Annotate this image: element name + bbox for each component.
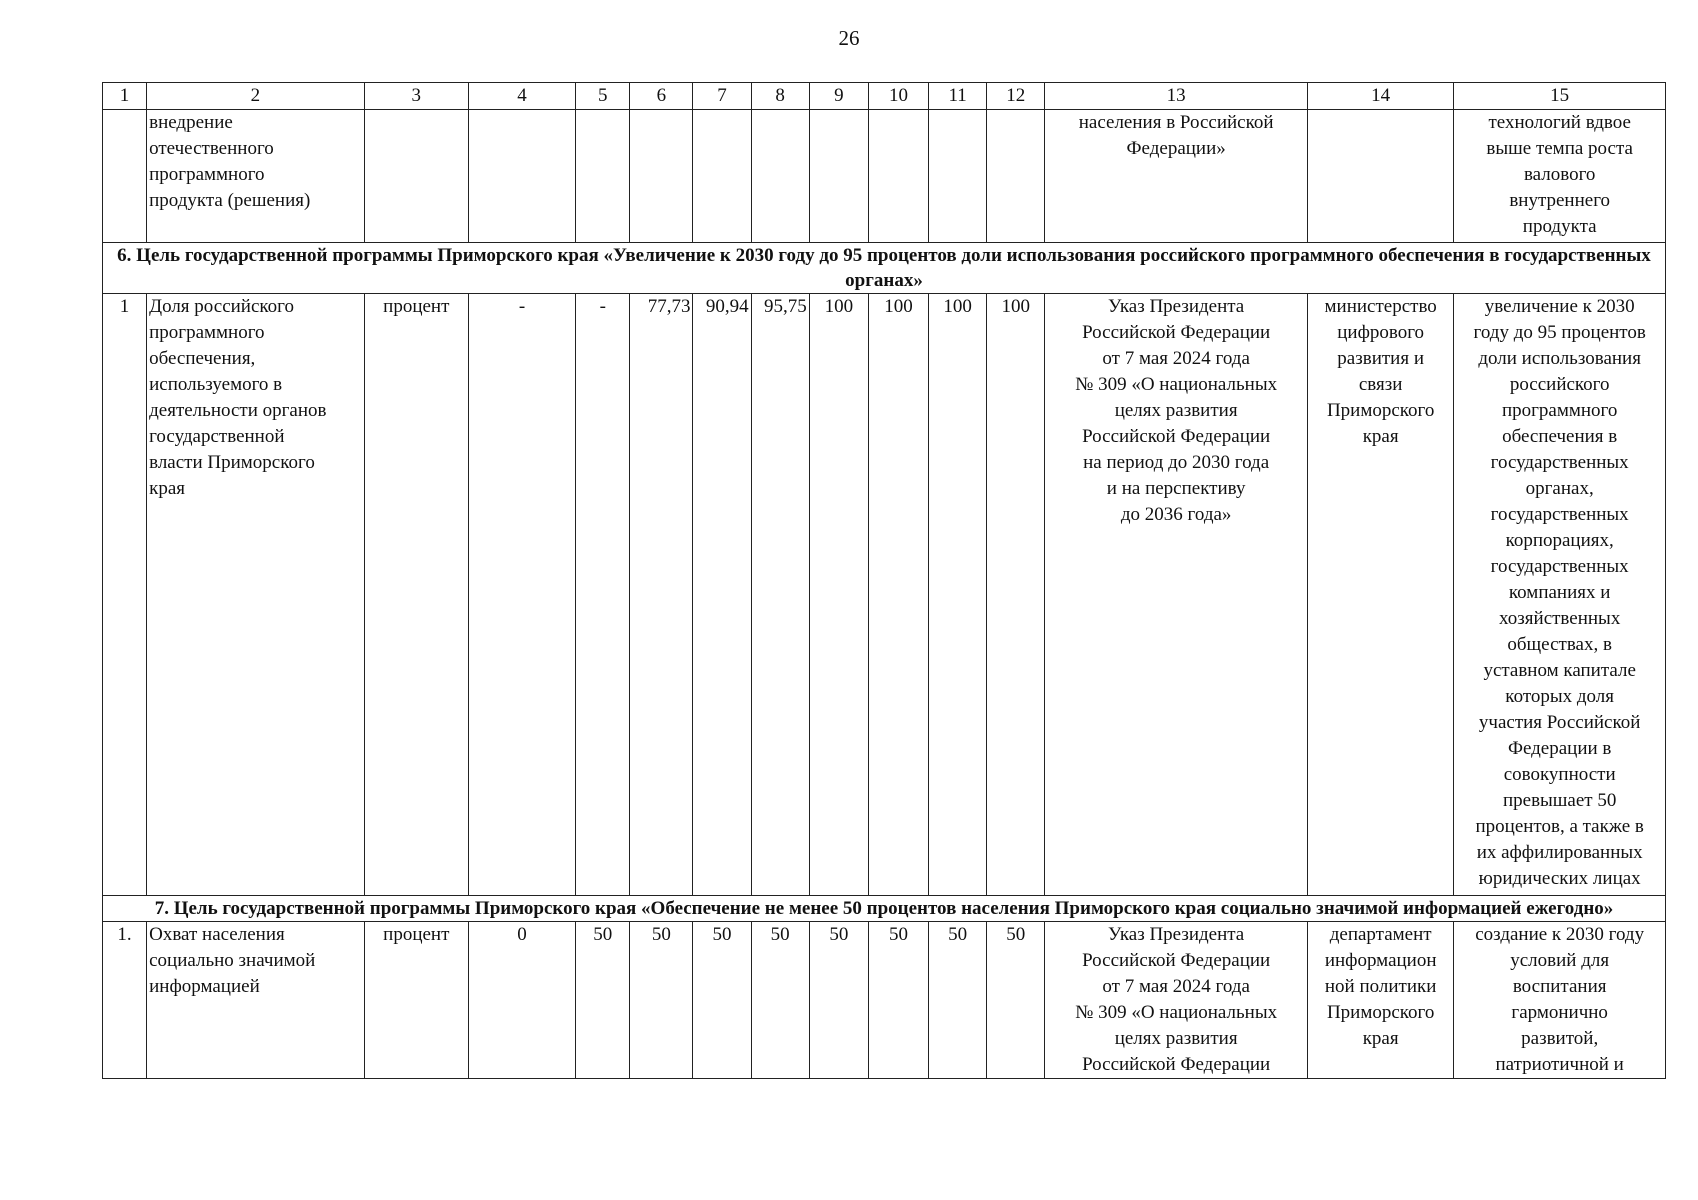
value-cell: 50 <box>987 922 1045 1079</box>
column-number: 15 <box>1454 83 1666 110</box>
value-cell: 95,75 <box>751 294 809 896</box>
column-number: 9 <box>809 83 868 110</box>
indicator-name: внедрение отечественного программного продукта (решения) <box>147 110 365 243</box>
value-cell: 50 <box>576 922 630 1079</box>
link-text: технологий вдвое выше темпа роста валового внутреннего продукта <box>1454 110 1666 243</box>
goal-6-indicator-row <box>103 294 1666 896</box>
goal-7-indicator-row <box>103 922 1666 1079</box>
column-number: 10 <box>868 83 928 110</box>
continuation-row <box>103 110 1666 243</box>
goal-7-title: 7. Цель государственной программы Приморского края «Обеспечение не менее 50 процентов населения Приморского края социально значимой информацией ежегодно» <box>103 896 1666 922</box>
row-number: 1. <box>103 922 147 1079</box>
column-number: 13 <box>1045 83 1308 110</box>
value-cell: - <box>468 294 575 896</box>
column-number: 1 <box>103 83 147 110</box>
column-number: 7 <box>693 83 751 110</box>
column-number: 2 <box>147 83 365 110</box>
column-number: 3 <box>364 83 468 110</box>
unit: процент <box>364 294 468 896</box>
value-cell: 50 <box>929 922 987 1079</box>
column-number: 6 <box>630 83 693 110</box>
column-number: 5 <box>576 83 630 110</box>
value-cell: - <box>576 294 630 896</box>
value-cell: 100 <box>809 294 868 896</box>
indicators-table <box>102 82 1666 1079</box>
value-cell: 77,73 <box>630 294 693 896</box>
basis-text: Указ Президента Российской Федерации от 7 мая 2024 года № 309 «О национальных целях развития Российской Федерации <box>1045 922 1308 1079</box>
goal-6-row <box>103 243 1666 294</box>
link-text: увеличение к 2030 году до 95 процентов доли использования российского программного обеспечения в государственных органах, государственных корпорациях, государственных компаниях и хозяйственных обществах, в уставном капитале которых доля участия Российской Федерации в совокупности превышает 50 процентов, а также в их аффилированных юридических лицах <box>1454 294 1666 896</box>
responsible-text: департамент информацион ной политики Приморского края <box>1307 922 1453 1079</box>
responsible-text: министерство цифрового развития и связи Приморского края <box>1307 294 1453 896</box>
value-cell: 50 <box>868 922 928 1079</box>
column-number-row <box>103 83 1666 110</box>
value-cell: 50 <box>630 922 693 1079</box>
column-number: 14 <box>1307 83 1453 110</box>
value-cell: 100 <box>987 294 1045 896</box>
unit: процент <box>364 922 468 1079</box>
indicator-name: Охват населения социально значимой информацией <box>147 922 365 1079</box>
link-text: создание к 2030 году условий для воспитания гармонично развитой, патриотичной и <box>1454 922 1666 1079</box>
row-number: 1 <box>103 294 147 896</box>
indicator-name: Доля российского программного обеспечения, используемого в деятельности органов государственной власти Приморского края <box>147 294 365 896</box>
value-cell: 50 <box>693 922 751 1079</box>
page-number: 26 <box>838 26 860 50</box>
column-number: 8 <box>751 83 809 110</box>
goal-6-title: 6. Цель государственной программы Приморского края «Увеличение к 2030 году до 95 процентов доли использования российского программного обеспечения в государственных органах» <box>103 243 1666 294</box>
value-cell: 90,94 <box>693 294 751 896</box>
value-cell: 50 <box>809 922 868 1079</box>
value-cell: 100 <box>868 294 928 896</box>
basis-text: Указ Президента Российской Федерации от 7 мая 2024 года № 309 «О национальных целях развития Российской Федерации на период до 2030 года и на перспективу до 2036 года» <box>1045 294 1308 896</box>
value-cell: 50 <box>751 922 809 1079</box>
column-number: 11 <box>929 83 987 110</box>
value-cell: 100 <box>929 294 987 896</box>
column-number: 4 <box>468 83 575 110</box>
value-cell: 0 <box>468 922 575 1079</box>
basis-text: населения в Российской Федерации» <box>1045 110 1308 243</box>
column-number: 12 <box>987 83 1045 110</box>
goal-7-row <box>103 896 1666 922</box>
